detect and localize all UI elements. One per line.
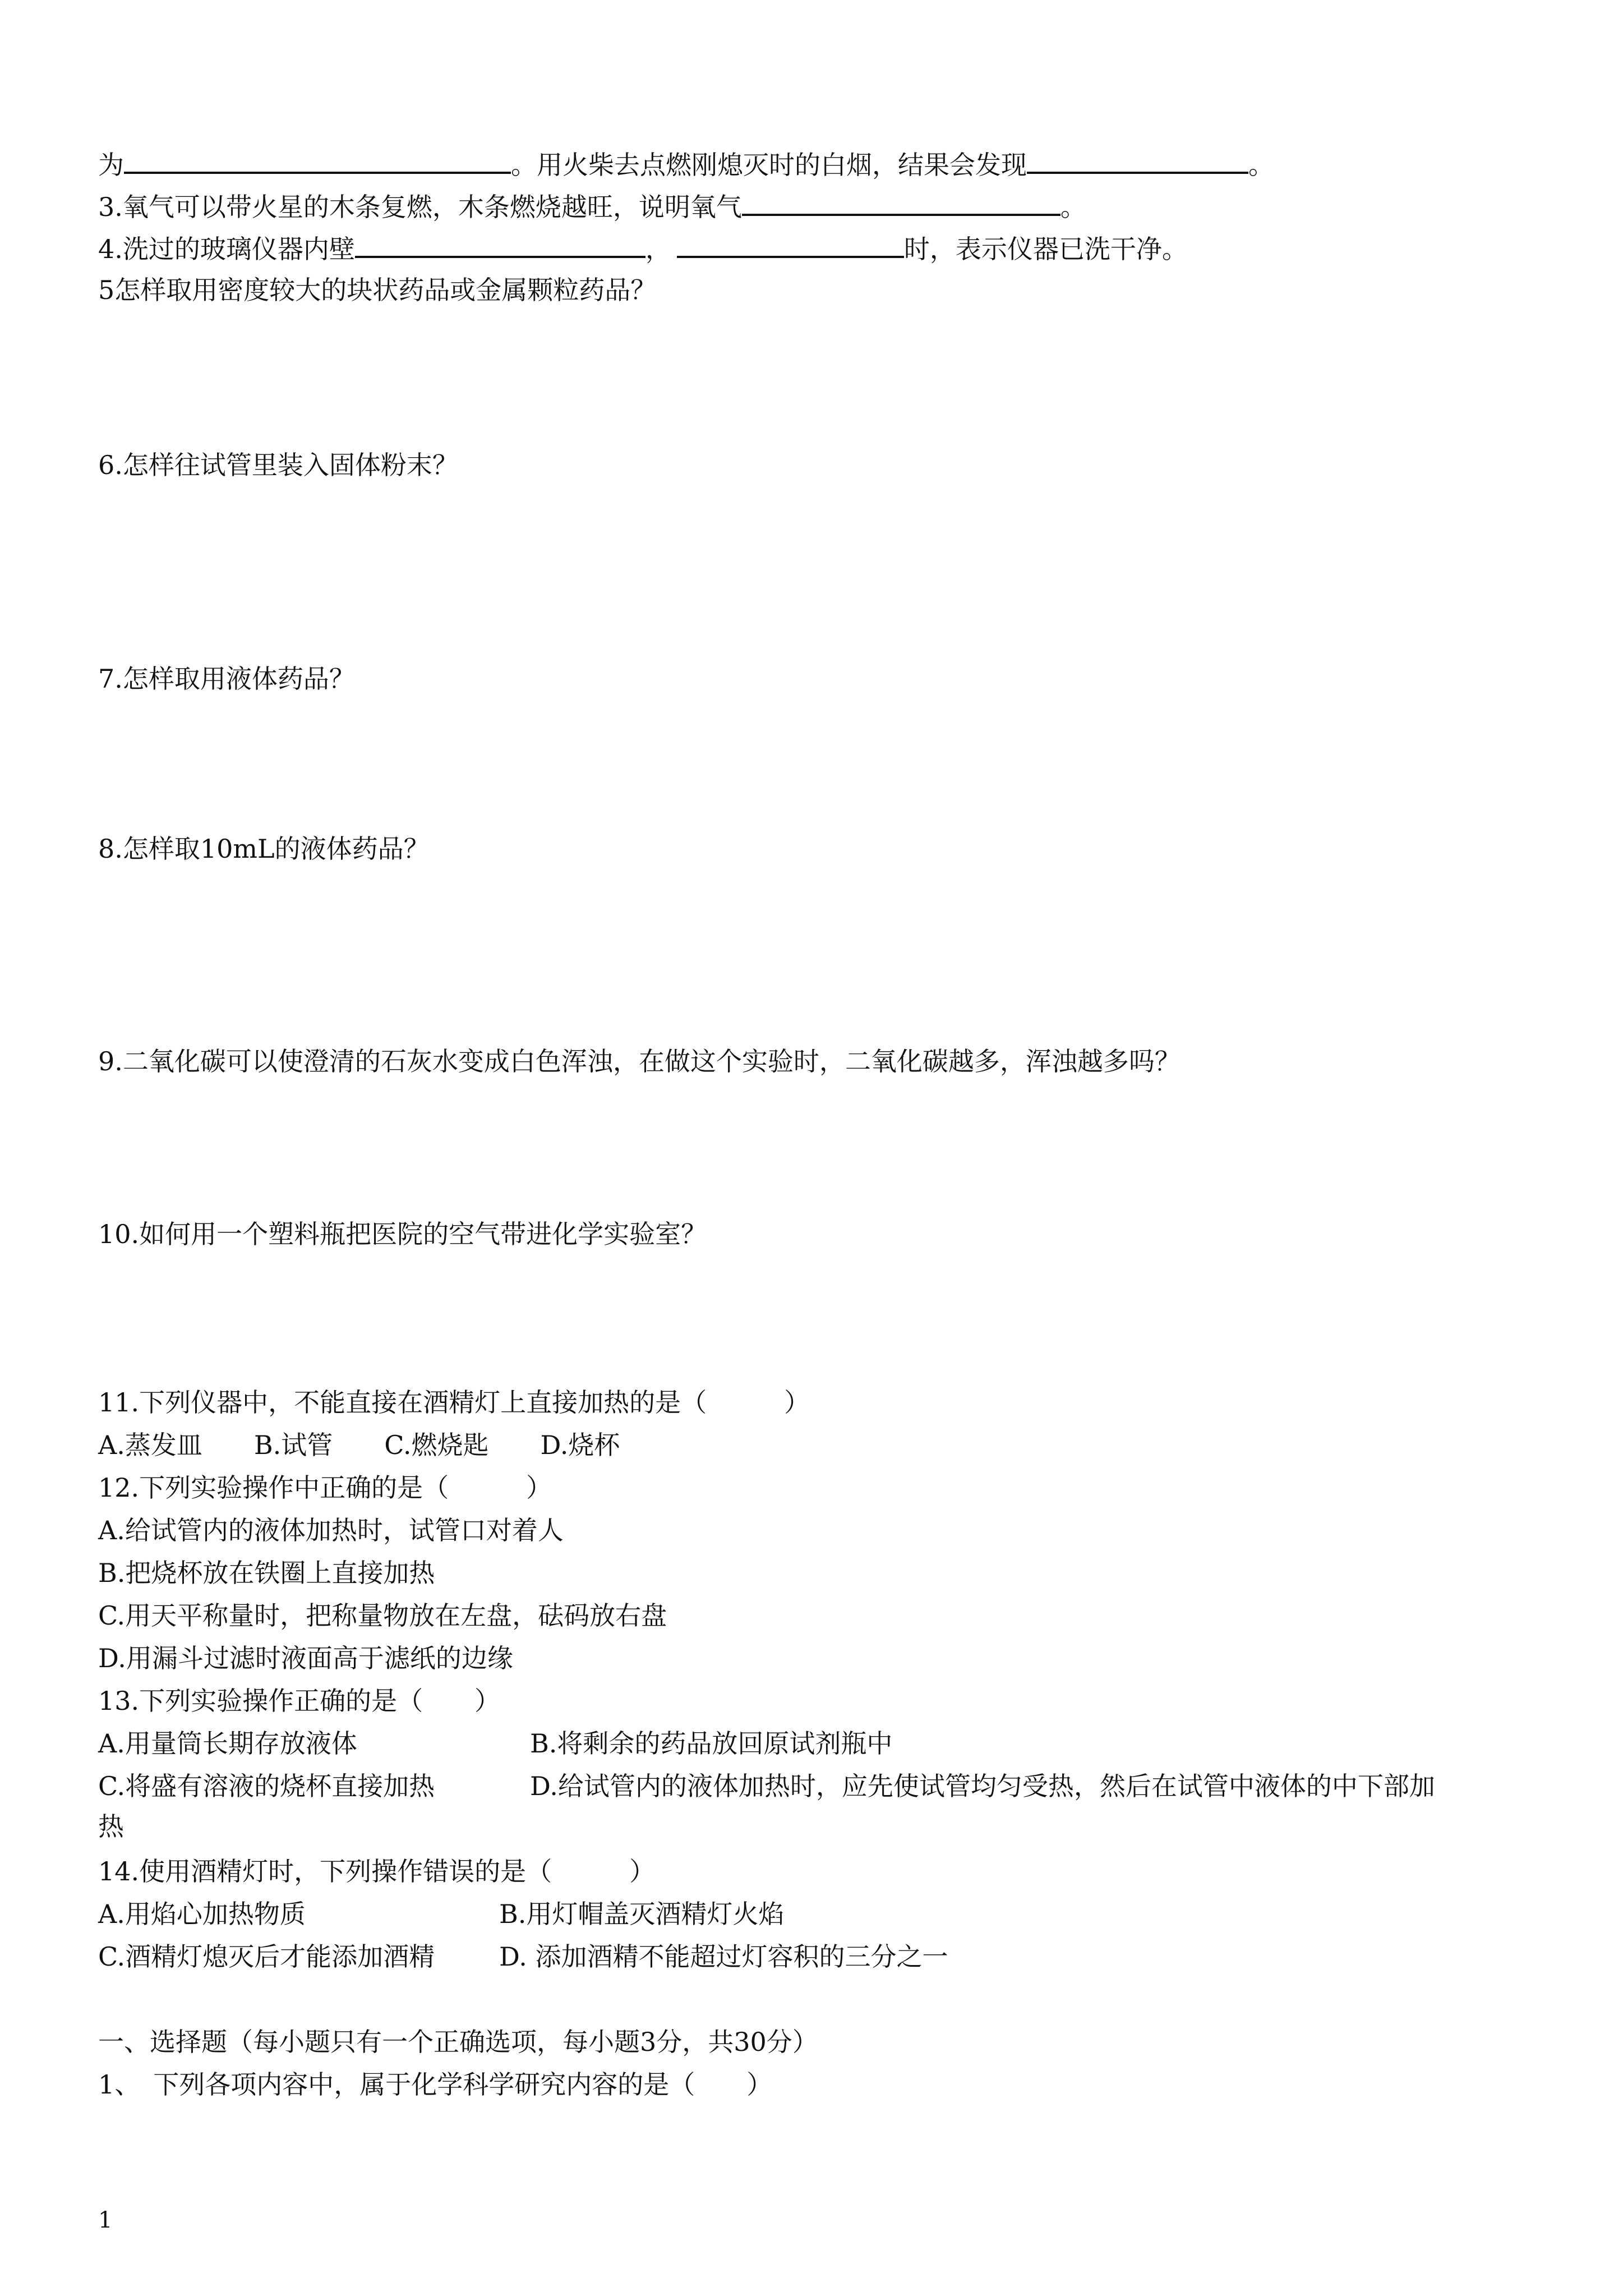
question-13-options-cd xyxy=(98,1769,1435,1803)
question-4 xyxy=(98,231,1188,266)
section-heading: 一、选择题（每小题只有一个正确选项，每小题3分，共30分） xyxy=(98,2027,818,2057)
question-14-option-d: D. 添加酒精不能超过灯容积的三分之一 xyxy=(499,1941,948,1972)
question-3-text: 3.氧气可以带火星的木条复燃，木条燃烧越旺，说明氧气 xyxy=(98,192,742,222)
question-4-comma: ， xyxy=(645,234,671,264)
fill-line-1 xyxy=(98,147,1274,182)
question-14: 14.使用酒精灯时，下列操作错误的是（ ） xyxy=(98,1856,656,1887)
question-14-option-a: A.用焰心加热物质 xyxy=(98,1899,306,1929)
question-12-option-c: C.用天平称量时，把称量物放在左盘，砝码放右盘 xyxy=(98,1600,667,1631)
question-5: 5怎样取用密度较大的块状药品或金属颗粒药品？ xyxy=(98,275,657,305)
line1-suffix: 。 xyxy=(1248,150,1274,180)
question-12: 12.下列实验操作中正确的是（ ） xyxy=(98,1473,552,1503)
question-14-option-b: B.用灯帽盖灭酒精灯火焰 xyxy=(499,1899,785,1929)
question-13-option-c: C.将盛有溶液的烧杯直接加热 xyxy=(98,1771,435,1801)
question-12-option-a: A.给试管内的液体加热时，试管口对着人 xyxy=(98,1515,564,1545)
line1-middle: 。用火柴去点燃刚熄灭时的白烟，结果会发现 xyxy=(511,150,1027,180)
question-13-option-a: A.用量筒长期存放液体 xyxy=(98,1728,357,1759)
question-13-options-ab xyxy=(98,1727,892,1760)
question-11-options: A.蒸发皿 B.试管 C.燃烧匙 D.烧杯 xyxy=(98,1430,620,1460)
question-9: 9.二氧化碳可以使澄清的石灰水变成白色浑浊，在做这个实验时，二氧化碳越多，浑浊越多吗？ xyxy=(98,1046,1181,1076)
question-13-option-d-wrap: 热 xyxy=(98,1811,124,1842)
question-10: 10.如何用一个塑料瓶把医院的空气带进化学实验室？ xyxy=(98,1219,707,1249)
line1-prefix: 为 xyxy=(98,150,124,180)
question-4-text: 4.洗过的玻璃仪器内壁 xyxy=(98,234,355,264)
question-11: 11.下列仪器中，不能直接在酒精灯上直接加热的是（ ） xyxy=(98,1387,810,1418)
question-12-option-d: D.用漏斗过滤时液面高于滤纸的边缘 xyxy=(98,1643,513,1673)
question-14-option-c: C.酒精灯熄灭后才能添加酒精 xyxy=(98,1941,435,1972)
question-12-option-b: B.把烧杯放在铁圈上直接加热 xyxy=(98,1558,435,1588)
page-number: 1 xyxy=(98,2207,113,2233)
question-4-suffix: 时，表示仪器已洗干净。 xyxy=(903,234,1188,264)
question-13-option-d: D.给试管内的液体加热时，应先使试管均匀受热，然后在试管中液体的中下部加 xyxy=(530,1771,1435,1801)
answer-blank[interactable] xyxy=(1027,147,1248,174)
section-question-1: 1、 下列各项内容中，属于化学科学研究内容的是（ ） xyxy=(98,2069,773,2100)
answer-blank[interactable] xyxy=(124,147,511,174)
question-7: 7.怎样取用液体药品？ xyxy=(98,664,355,694)
question-6: 6.怎样往试管里装入固体粉末？ xyxy=(98,450,458,480)
question-8: 8.怎样取10mL的液体药品？ xyxy=(98,834,430,864)
question-3-suffix: 。 xyxy=(1060,192,1086,222)
question-13: 13.下列实验操作正确的是（ ） xyxy=(98,1686,501,1716)
answer-blank[interactable] xyxy=(677,231,904,258)
question-3 xyxy=(98,189,1086,224)
answer-blank[interactable] xyxy=(355,231,645,258)
answer-blank[interactable] xyxy=(742,189,1061,216)
question-14-options-ab xyxy=(98,1897,784,1931)
question-14-options-cd xyxy=(98,1940,948,1973)
question-13-option-b: B.将剩余的药品放回原试剂瓶中 xyxy=(530,1728,893,1759)
